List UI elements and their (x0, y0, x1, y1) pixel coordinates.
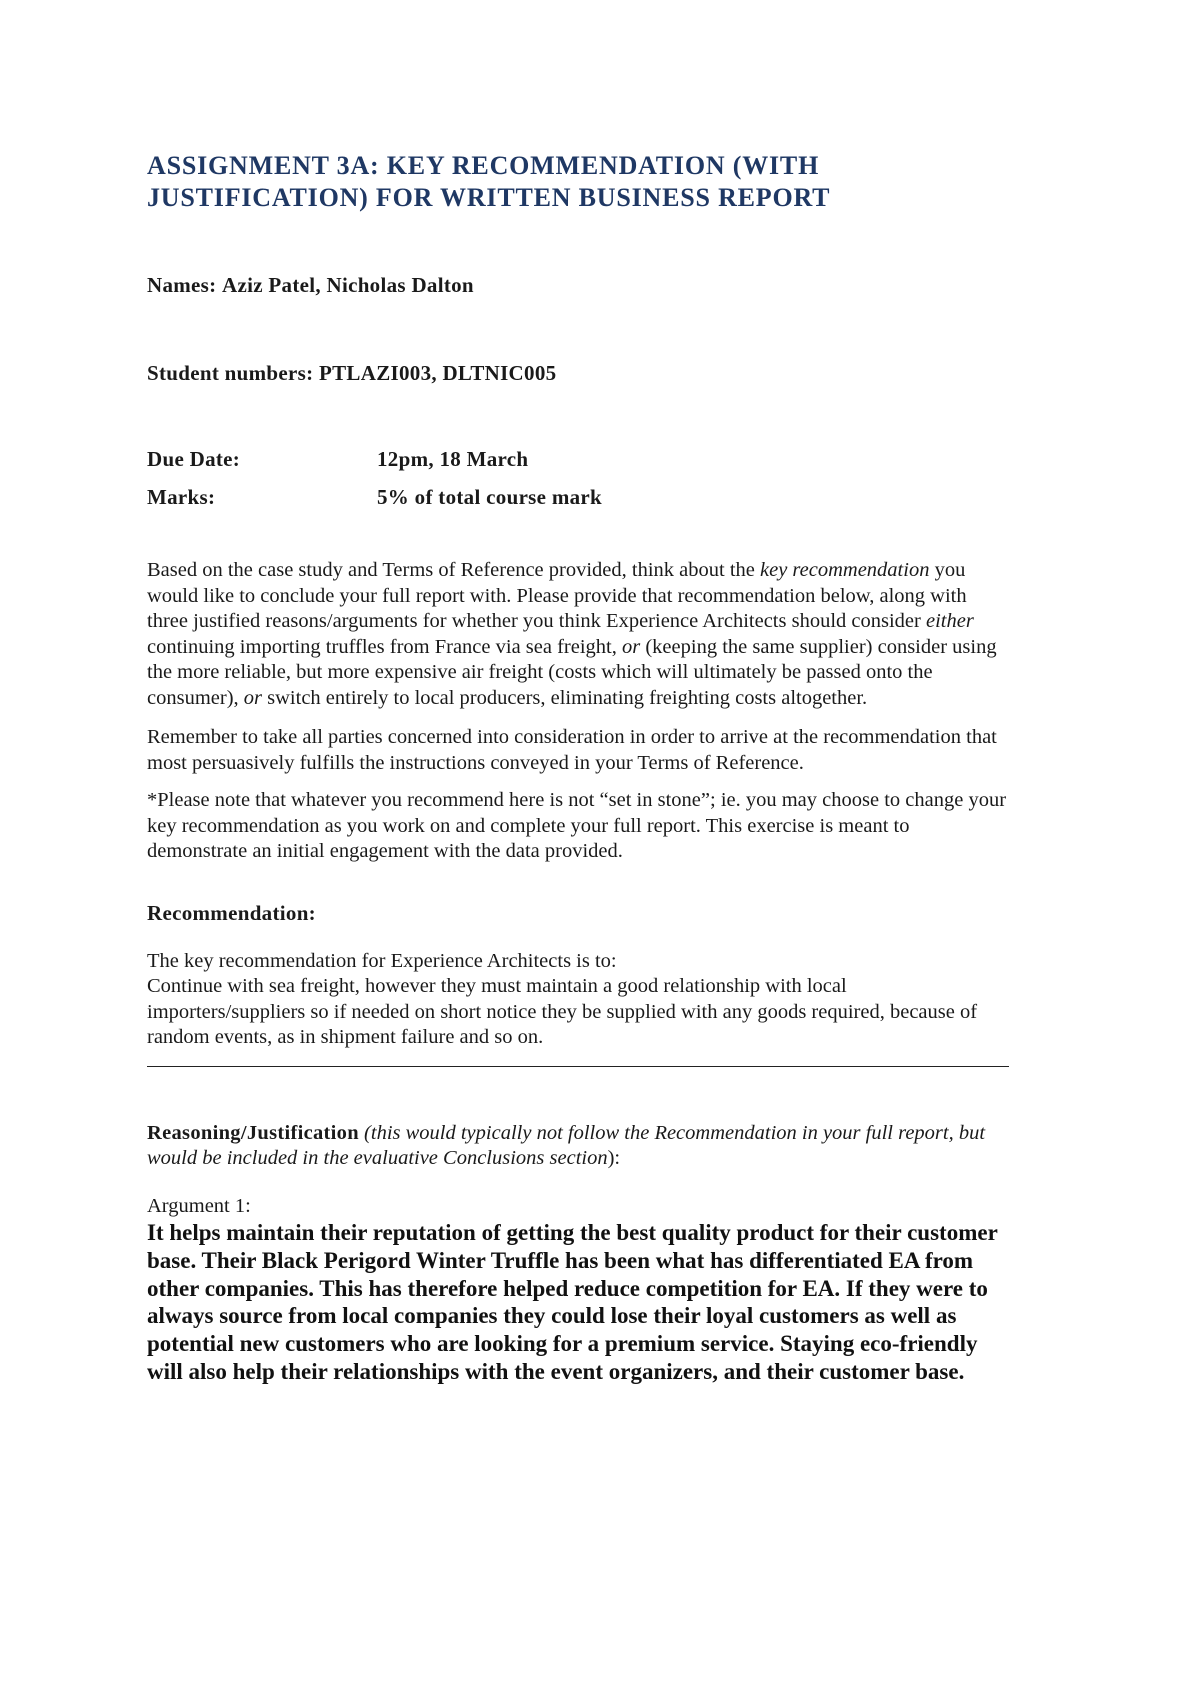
instructions-emphasis: or (243, 686, 263, 709)
instructions-emphasis: or (621, 635, 641, 658)
section-divider (147, 1066, 1009, 1067)
reasoning-note: (this would typically not follow the Recommendation in your full report, but would be included in the evaluative Conclusions section (147, 1121, 986, 1169)
due-date-label: Due Date: (147, 447, 241, 471)
instructions-text: switch entirely to local producers, eliminating freighting costs altogether. (262, 686, 868, 709)
names-label: Names: (147, 273, 217, 297)
student-numbers-label: Student numbers: (147, 361, 314, 385)
marks-row (147, 482, 1007, 512)
student-numbers-value: PTLAZI003, DLTNIC005 (318, 361, 557, 385)
instructions-text: continuing importing truffles from France via sea freight, (147, 635, 622, 658)
note-paragraph: *Please note that whatever you recommend here is not “set in stone”; ie. you may choose to change your key recommendation as you work on and complete your full report. This exercise is meant to demonstrate an initial engagement with the data provided. (147, 789, 1007, 862)
document-title: ASSIGNMENT 3A: KEY RECOMMENDATION (WITH JUSTIFICATION) FOR WRITTEN BUSINESS REPORT (147, 151, 831, 212)
document-body (147, 150, 1007, 1386)
marks-value: 5% of total course mark (377, 485, 603, 509)
instructions-text: you would like to conclude your full report with. Please provide that recommendation below, along with three justified reasons/arguments for whether you think Experience Architects should consider (147, 559, 967, 632)
student-numbers-line (147, 358, 1007, 388)
instructions-emphasis: either (925, 610, 974, 632)
reminder-paragraph: Remember to take all parties concerned into consideration in order to arrive at the recommendation that most persuasively fulfills the instructions conveyed in your Terms of Reference. (147, 726, 997, 774)
instructions-paragraph (147, 558, 1007, 711)
instructions-text: (keeping the same supplier) consider using the more reliable, but more expensive air freight (costs which will ultimately be passed onto the consumer), (147, 635, 997, 709)
recommendation-intro: The key recommendation for Experience Architects is to: (147, 949, 617, 972)
recommendation-text: Continue with sea freight, however they must maintain a good relationship with local importers/suppliers so if needed on short notice they be supplied with any goods required, because of random events, as in shipment failure and so on. (147, 975, 978, 1048)
reasoning-tail: ): (607, 1147, 621, 1169)
instructions-text: Based on the case study and Terms of Reference provided, think about the (147, 559, 761, 581)
due-date-row (147, 444, 1007, 474)
instructions-emphasis: key recommendation (760, 559, 930, 581)
names-value: Aziz Patel, Nicholas Dalton (222, 273, 474, 297)
argument-1-text: It helps maintain their reputation of getting the best quality product for their customer base. Their Black Perigord Winter Truffle has been what has differentiated EA from other companies. This has therefore helped reduce competition for EA. If they were to always source from local companies they could lose their loyal customers as well as potential new customers who are looking for a premium service. Staying eco-friendly will also help their relationships with the event organizers, and their customer base. (147, 1220, 998, 1384)
argument-1-label: Argument 1: (147, 1194, 251, 1217)
reasoning-heading-line (147, 1121, 1007, 1172)
due-date-value: 12pm, 18 March (377, 447, 529, 471)
recommendation-heading: Recommendation: (147, 900, 316, 925)
reasoning-heading: Reasoning/Justification (147, 1121, 359, 1144)
marks-label: Marks: (147, 485, 216, 509)
names-line (147, 270, 1007, 300)
